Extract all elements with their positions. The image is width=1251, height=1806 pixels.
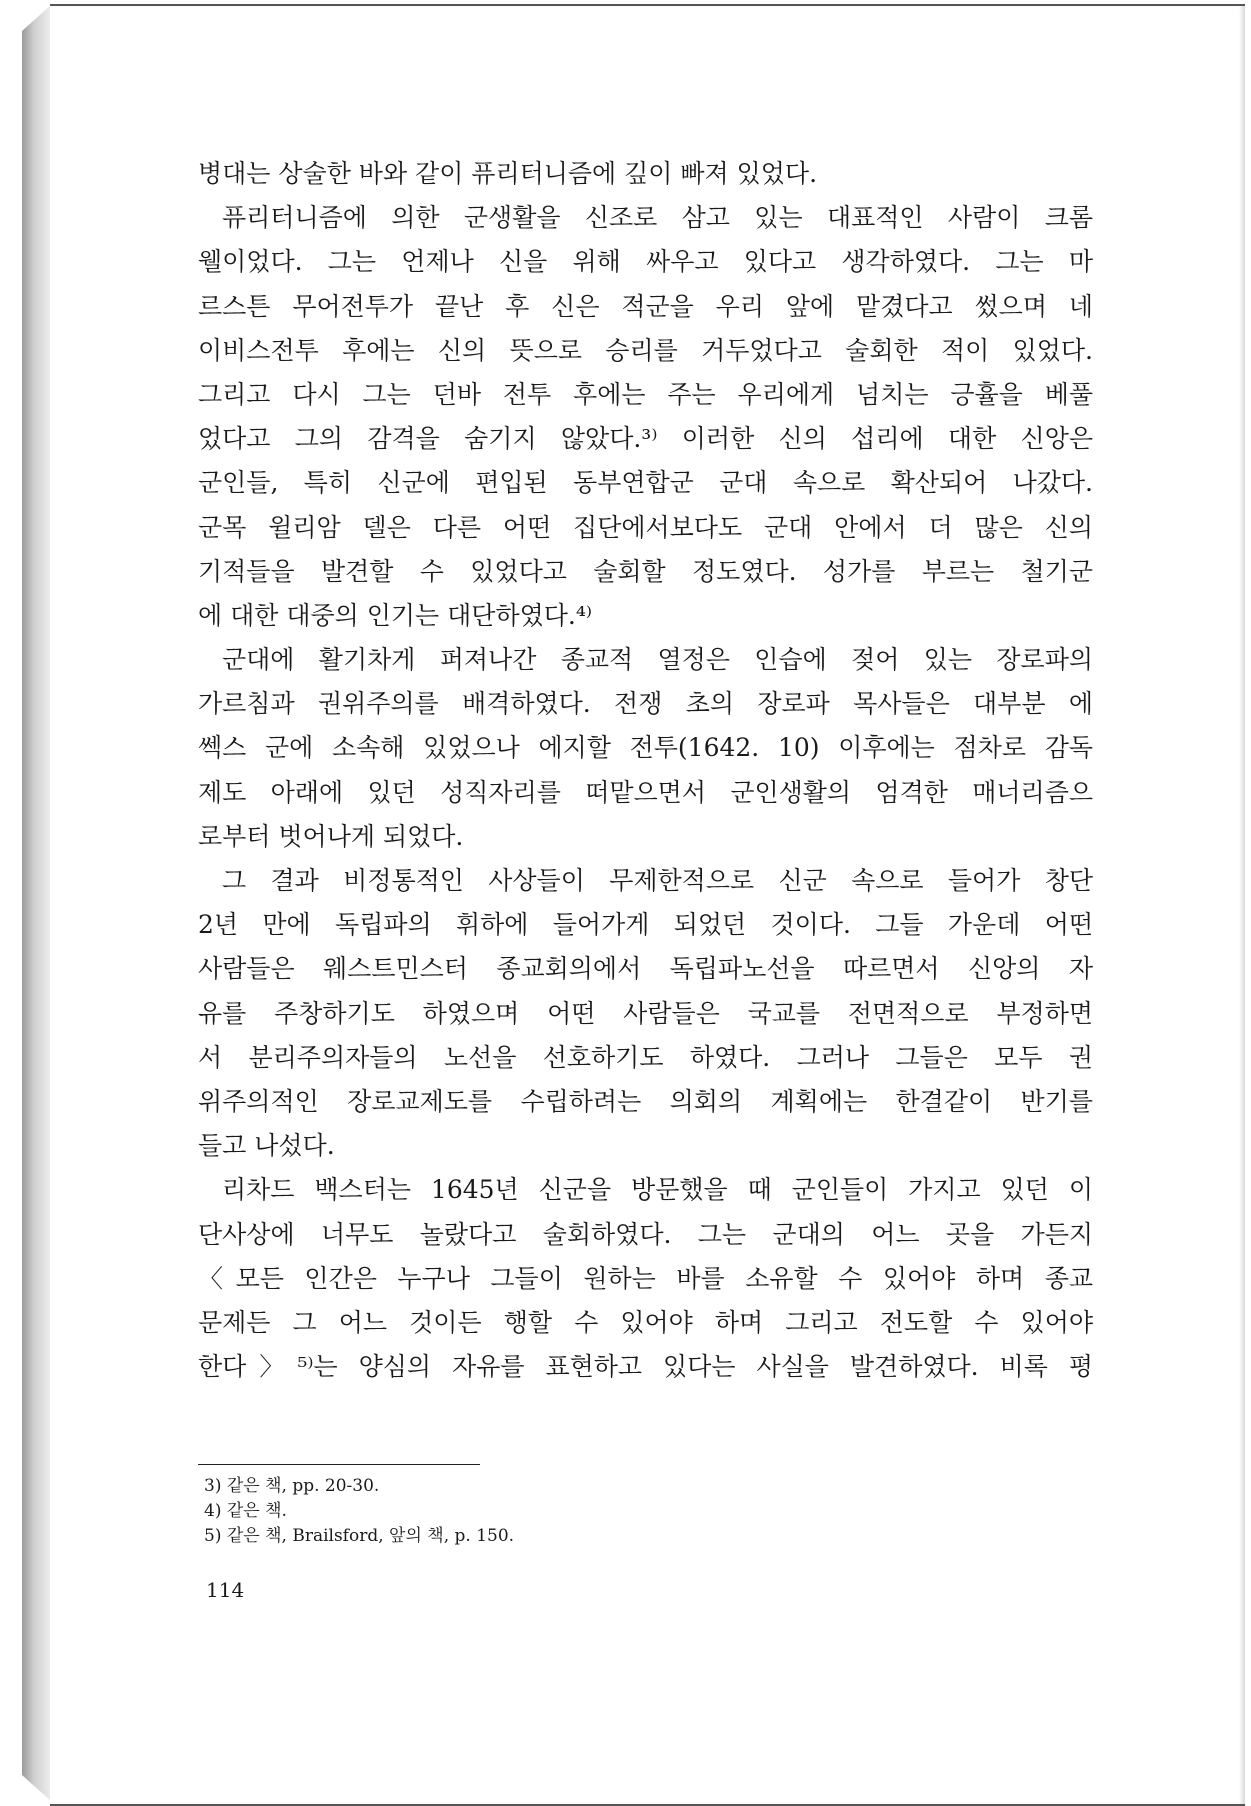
text-line: 기적들을 발견할 수 있었다고 술회할 정도였다. 성가를 부르는 철기군	[198, 556, 1093, 586]
text-line: 서 분리주의자들의 노선을 선호하기도 하였다. 그러나 그들은 모두 권	[198, 1042, 1093, 1072]
footnotes	[204, 1474, 1084, 1549]
text-line: 리차드 백스터는 1645년 신군을 방문했을 때 군인들이 가지고 있던 이	[222, 1175, 1093, 1205]
text-line: 군인들, 특히 신군에 편입된 동부연합군 군대 속으로 확산되어 나갔다.	[198, 468, 1093, 498]
text-line: 에 대한 대중의 인기는 대단하였다.⁴⁾	[198, 600, 592, 630]
text-line: 그리고 다시 그는 던바 전투 후에는 주는 우리에게 넘치는 긍휼을 베풀	[198, 379, 1093, 409]
footnote-item: 5) 같은 책, Brailsford, 앞의 책, p. 150.	[204, 1526, 515, 1546]
footnote-rule	[198, 1464, 480, 1465]
text-line: 제도 아래에 있던 성직자리를 떠맡으면서 군인생활의 엄격한 매너리즘으	[198, 777, 1093, 807]
text-line: 군대에 활기차게 퍼져나간 종교적 열정은 인습에 젖어 있는 장로파의	[222, 645, 1093, 675]
text-line: 병대는 상술한 바와 같이 퓨리터니즘에 깊이 빠져 있었다.	[198, 159, 818, 188]
text-line: 퓨리터니즘에 의한 군생활을 신조로 삼고 있는 대표적인 사람이 크롬	[222, 203, 1093, 233]
text-line: 그 결과 비정통적인 사상들이 무제한적으로 신군 속으로 들어가 창단	[222, 866, 1093, 895]
text-line: 한다〉⁵⁾는 양심의 자유를 표현하고 있다는 사실을 발견하였다. 비록 평	[198, 1352, 1093, 1382]
text-line: 유를 주창하기도 하였으며 어떤 사람들은 국교를 전면적으로 부정하면	[198, 998, 1093, 1028]
text-line: 단사상에 너무도 놀랐다고 술회하였다. 그는 군대의 어느 곳을 가든지	[198, 1219, 1093, 1249]
text-line: 문제든 그 어느 것이든 행할 수 있어야 하며 그리고 전도할 수 있어야	[198, 1307, 1093, 1337]
text-line: 위주의적인 장로교제도를 수립하려는 의회의 계획에는 한결같이 반기를	[198, 1086, 1093, 1116]
text-line: 쎅스 군에 소속해 있었으나 에지할 전투(1642. 10) 이후에는 점차로 감독	[198, 733, 1093, 763]
text-line: 〈모든 인간은 누구나 그들이 원하는 바를 소유할 수 있어야 하며 종교	[198, 1263, 1093, 1293]
page-number: 114	[206, 1578, 245, 1602]
text-line: 가르침과 권위주의를 배격하였다. 전쟁 초의 장로파 목사들은 대부분 에	[198, 689, 1093, 719]
page-stack-edge	[22, 4, 52, 1802]
text-line: 군목 윌리암 델은 다른 어떤 집단에서보다도 군대 안에서 더 많은 신의	[198, 512, 1093, 542]
text-line: 웰이었다. 그는 언제나 신을 위해 싸우고 있다고 생각하였다. 그는 마	[198, 247, 1093, 277]
text-line: 었다고 그의 감격을 숨기지 않았다.³⁾ 이러한 신의 섭리에 대한 신앙은	[198, 424, 1093, 454]
text-line: 로부터 벗어나게 되었다.	[198, 821, 464, 851]
text-line: 르스튼 무어전투가 끝난 후 신은 적군을 우리 앞에 맡겼다고 썼으며 네	[198, 291, 1093, 321]
text-line: 사람들은 웨스트민스터 종교회의에서 독립파노선을 따르면서 신앙의 자	[198, 954, 1093, 984]
text-line: 이비스전투 후에는 신의 뜻으로 승리를 거두었다고 술회한 적이 있었다.	[198, 335, 1093, 365]
footnote-item: 3) 같은 책, pp. 20-30.	[204, 1476, 380, 1496]
text-line: 들고 나섰다.	[198, 1131, 335, 1161]
body-text	[198, 152, 1093, 1389]
footnote-item: 4) 같은 책.	[204, 1501, 287, 1521]
page-right-edge	[1239, 6, 1245, 1804]
text-line: 2년 만에 독립파의 휘하에 들어가게 되었던 것이다. 그들 가운데 어떤	[198, 910, 1093, 940]
